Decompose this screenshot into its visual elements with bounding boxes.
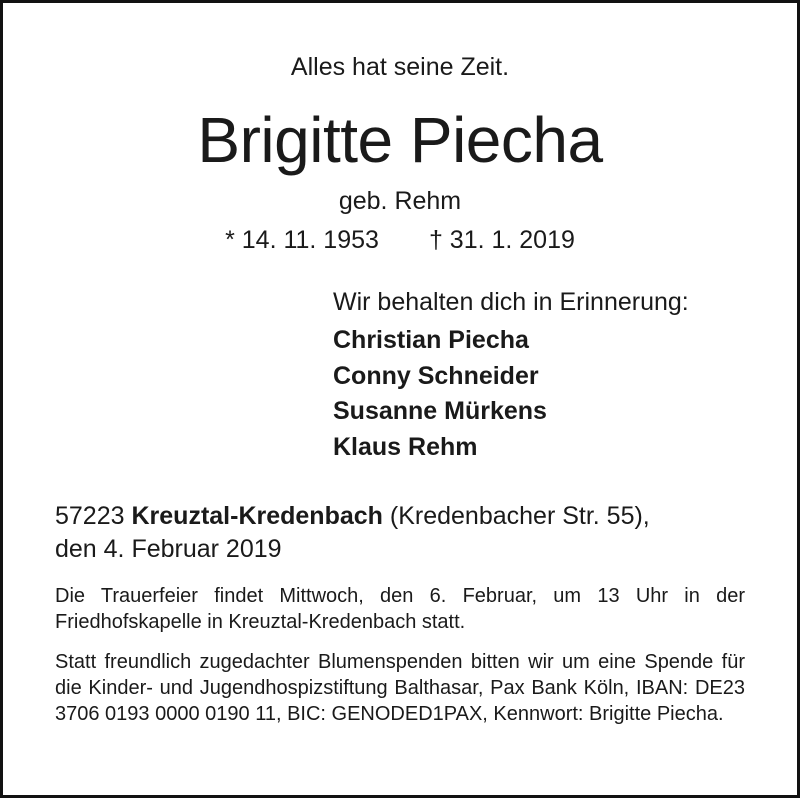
funeral-info: Die Trauerfeier findet Mittwoch, den 6. Februar, um 13 Uhr in der Friedhofskapelle in Kreuztal-Kredenbach statt. bbox=[55, 585, 745, 633]
mourners-list bbox=[333, 323, 547, 465]
date-line: den 4. Februar 2019 bbox=[55, 535, 282, 563]
place-and-date bbox=[55, 500, 650, 566]
postal-code: 57223 bbox=[55, 502, 125, 530]
motto-line: Alles hat seine Zeit. bbox=[290, 53, 510, 81]
town-name: Kreuztal-Kredenbach bbox=[131, 502, 383, 530]
mourner-name: Klaus Rehm bbox=[333, 432, 478, 461]
remembrance-line: Wir behalten dich in Erinnerung: bbox=[333, 288, 689, 316]
address-line bbox=[55, 500, 650, 533]
maiden-name: geb. Rehm bbox=[338, 187, 462, 215]
birth-date: * 14. 11. 1953 bbox=[225, 226, 379, 254]
mourner-name: Conny Schneider bbox=[333, 361, 539, 390]
mourner-name: Susanne Mürkens bbox=[333, 397, 547, 425]
mourner-name: Christian Piecha bbox=[333, 326, 529, 354]
deceased-name: Brigitte Piecha bbox=[197, 104, 603, 176]
street-address: (Kredenbacher Str. 55), bbox=[389, 502, 650, 530]
life-dates bbox=[3, 226, 797, 255]
death-date: † 31. 1. 2019 bbox=[428, 226, 575, 254]
donation-info: Statt freundlich zugedachter Blumenspenden bitten wir um eine Spende für die Kinder- und Jugendhospizstiftung Balthasar, Pax Bank Köln, IBAN: DE23 3706 0193 0000 0190 11, BIC: GENODED1PAX, Kennwort: Brigitte Piecha. bbox=[55, 651, 745, 725]
